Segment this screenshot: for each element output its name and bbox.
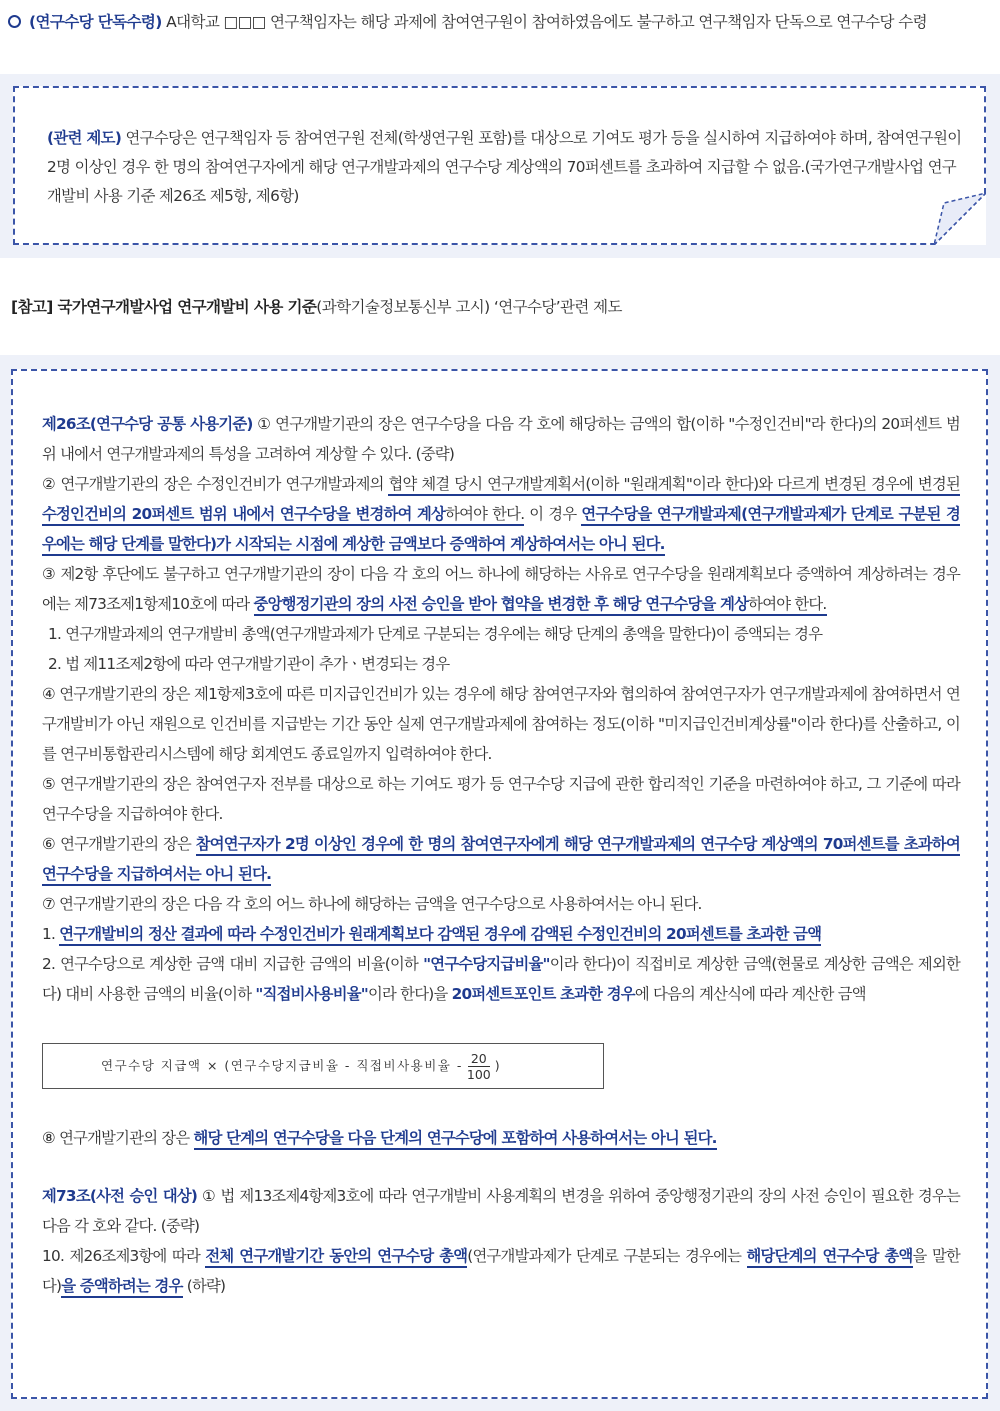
- art26-p7-item2-e: 이라 한다)을: [368, 985, 452, 1003]
- art73-title: 제73조(사전 승인 대상): [42, 1187, 198, 1205]
- art73-p10-b: 전체 연구개발기간 동안의 연구수당 총액: [205, 1247, 467, 1268]
- art26-p3-c: 하여야 한다.: [748, 595, 826, 616]
- reference-title: [11, 293, 622, 321]
- art26-p2-c: 수정인건비의 20퍼센트 범위 내에서 연구수당을 변경하여 계상: [42, 505, 445, 526]
- regulation-box: [11, 369, 988, 1399]
- art26-p2-f: 연구수당을 연구개발과제(연구개발과제가 단계로 구분된 경우에는 해당 단계를 말한다)가 시작되는 시점에 계상한 금액보다 증액하여 계상하여서는 아니 된다.: [42, 505, 960, 556]
- art26-p2-a: ② 연구개발기관의 장은 수정인건비가 연구개발과제의: [42, 475, 389, 493]
- spacer: [42, 1167, 960, 1181]
- art26-p3-item2: 2. 법 제11조제2항에 따라 연구개발기관이 추가ㆍ변경되는 경우: [48, 655, 450, 673]
- art26-p6-a: ⑥ 연구개발기관의 장은: [42, 835, 196, 853]
- art26-para7: ⑦ 연구개발기관의 장은 다음 각 호의 어느 하나에 해당하는 금액을 연구수당으로 사용하여서는 아니 된다.: [42, 895, 702, 913]
- formula-numerator: 20: [468, 1051, 490, 1067]
- art73-p10-e: 을 말한다): [42, 1247, 960, 1295]
- case-summary: [6, 8, 996, 36]
- art26-para4: ④ 연구개발기관의 장은 제1항제3호에 따른 미지급인건비가 있는 경우에 해당 참여연구자와 협의하여 참여연구자가 연구개발과제에 참여하면서 연구개발비가 아닌 재원으로 인건비를 지급받는 기간 동안 실제 연구개발과제에 참여하는 정도(이하 "미지급인건비계상률"이라 한다)를 산출하고, 이를 연구비통합관리시스템에 해당 회계연도 종료일까지 입력하여야 한다.: [42, 685, 960, 763]
- art26-p7-item2-b: "연구수당지급비율": [423, 955, 550, 973]
- art26-p2-d: 하여야 한다.: [445, 505, 524, 526]
- case-label: (연구수당 단독수령): [29, 13, 162, 31]
- art26-para6: [42, 829, 960, 889]
- rule-body: 연구수당은 연구책임자 등 참여연구원 전체(학생연구원 포함)를 대상으로 기여도 평가 등을 실시하여 지급하여야 하며, 참여연구원이 2명 이상인 경우 한 명의 참여연구자에게 해당 연구개발과제의 연구수당 계상액의 70퍼센트를 초과하여 지급할 수 없음.(국가연구개발사업 연구개발비 사용 기준 제26조 제5항, 제6항): [47, 129, 962, 205]
- art26-p1-text: ① 연구개발기관의 장은 연구수당을 다음 각 호에 해당하는 금액의 합(이하 "수정인건비"라 한다)의 20퍼센트 범위 내에서 연구개발과제의 특성을 고려하여 계상할 수 있다. (중략): [42, 415, 960, 463]
- formula-text: 연구수당 지급액 × (연구수당지급비율 - 직접비사용비율 -: [101, 1058, 463, 1073]
- art26-p7-item2-f: 20퍼센트포인트 초과한 경우: [451, 985, 635, 1003]
- rule-label: (관련 제도): [47, 129, 122, 147]
- formula-box: [42, 1043, 604, 1089]
- art26-p7-item1-text: 연구개발비의 정산 결과에 따라 수정인건비가 원래계획보다 감액된 경우에 감액된 수정인건비의 20퍼센트를 초과한 금액: [59, 925, 821, 946]
- art26-p7-item2-d: "직접비사용비율": [255, 985, 368, 1003]
- art26-p7-item1: [42, 919, 960, 949]
- art26-title: 제26조(연구수당 공통 사용기준): [42, 415, 253, 433]
- art26-p2-e: 이 경우: [524, 505, 582, 523]
- art73-p10-g: (하략): [182, 1277, 226, 1295]
- art73-p10-c: (연구개발과제가 단계로 구분되는 경우에는: [467, 1247, 747, 1265]
- art26-p7-item2-c: 이라 한다)이 직접비로 계상한 금액(현물로 계상한 금액은 제외한다) 대비 사용한 금액의 비율(이하: [42, 955, 960, 1003]
- art26-para5: ⑤ 연구개발기관의 장은 참여연구자 전부를 대상으로 하는 기여도 평가 등 연구수당 지급에 관한 합리적인 기준을 마련하여야 하고, 그 기준에 따라 연구수당을 지급하여야 한다.: [42, 775, 960, 823]
- formula-fraction: [467, 1051, 491, 1082]
- spacer: [42, 1153, 960, 1167]
- art73-para1: [42, 1181, 960, 1241]
- rule-box: [13, 86, 986, 245]
- art26-p8-b: 해당 단계의 연구수당을 다음 단계의 연구수당에 포함하여 사용하여서는 아니 된다.: [194, 1129, 717, 1150]
- rule-text: [47, 124, 962, 211]
- formula-denominator: 100: [466, 1066, 491, 1082]
- art73-p10-f: 을 증액하려는 경우: [61, 1277, 182, 1298]
- art73-p10-a: 10. 제26조제3항에 따라: [42, 1247, 206, 1265]
- formula-close: ): [494, 1058, 502, 1073]
- art26-p3-item1: 1. 연구개발과제의 연구개발비 총액(연구개발과제가 단계로 구분되는 경우에는 해당 단계의 총액을 말한다)이 증액되는 경우: [48, 625, 823, 643]
- art26-p7-item2-g: 에 다음의 계산식에 따라 계산한 금액: [634, 985, 866, 1003]
- page-fold-icon: [934, 193, 986, 245]
- regulation-text: [42, 409, 960, 1301]
- art26-p2-b: 협약 체결 당시 연구개발계획서(이하 "원래계획"이라 한다)와 다르게 변경된 경우에 변경된: [388, 475, 960, 496]
- art73-p10-d: 해당단계의 연구수당 총액: [747, 1247, 913, 1268]
- art26-para1: [42, 409, 960, 469]
- circle-bullet-icon: [8, 15, 21, 28]
- art26-p7-item2: [42, 949, 960, 1009]
- art26-para2: [42, 469, 960, 559]
- art26-p3-a: ③ 제2항 후단에도 불구하고 연구개발기관의 장이 다음 각 호의 어느 하나에 해당하는 사유로 연구수당을 원래계획보다 증액하여 계상하려는 경우에는 제73조제1항제10호에 따라: [42, 565, 960, 613]
- art26-p8-a: ⑧ 연구개발기관의 장은: [42, 1129, 194, 1147]
- art26-para8: [42, 1123, 960, 1153]
- art73-p1-text: ① 법 제13조제4항제3호에 따라 연구개발비 사용계획의 변경을 위하여 중앙행정기관의 장의 사전 승인이 필요한 경우는 다음 각 호와 같다. (중략): [42, 1187, 960, 1235]
- case-text: A대학교 □□□ 연구책임자는 해당 과제에 참여연구원이 참여하였음에도 불구하고 연구책임자 단독으로 연구수당 수령: [161, 13, 927, 31]
- art26-para3: [42, 559, 960, 619]
- art26-p7-item1-num: 1.: [42, 925, 60, 943]
- art73-item10: [42, 1241, 960, 1301]
- art26-p7-item2-a: 2. 연구수당으로 계상한 금액 대비 지급한 금액의 비율(이하: [42, 955, 424, 973]
- reference-prefix: [참고] 국가연구개발사업 연구개발비 사용 기준: [11, 298, 317, 316]
- reference-suffix: (과학기술정보통신부 고시) ‘연구수당’관련 제도: [316, 298, 622, 316]
- art26-p6-b: 참여연구자가 2명 이상인 경우에 한 명의 참여연구자에게 해당 연구개발과제의 연구수당 계상액의 70퍼센트를 초과하여 연구수당을 지급하여서는 아니 된다.: [42, 835, 960, 886]
- art26-p3-b: 중앙행정기관의 장의 사전 승인을 받아 협약을 변경한 후 해당 연구수당을 계상: [254, 595, 749, 616]
